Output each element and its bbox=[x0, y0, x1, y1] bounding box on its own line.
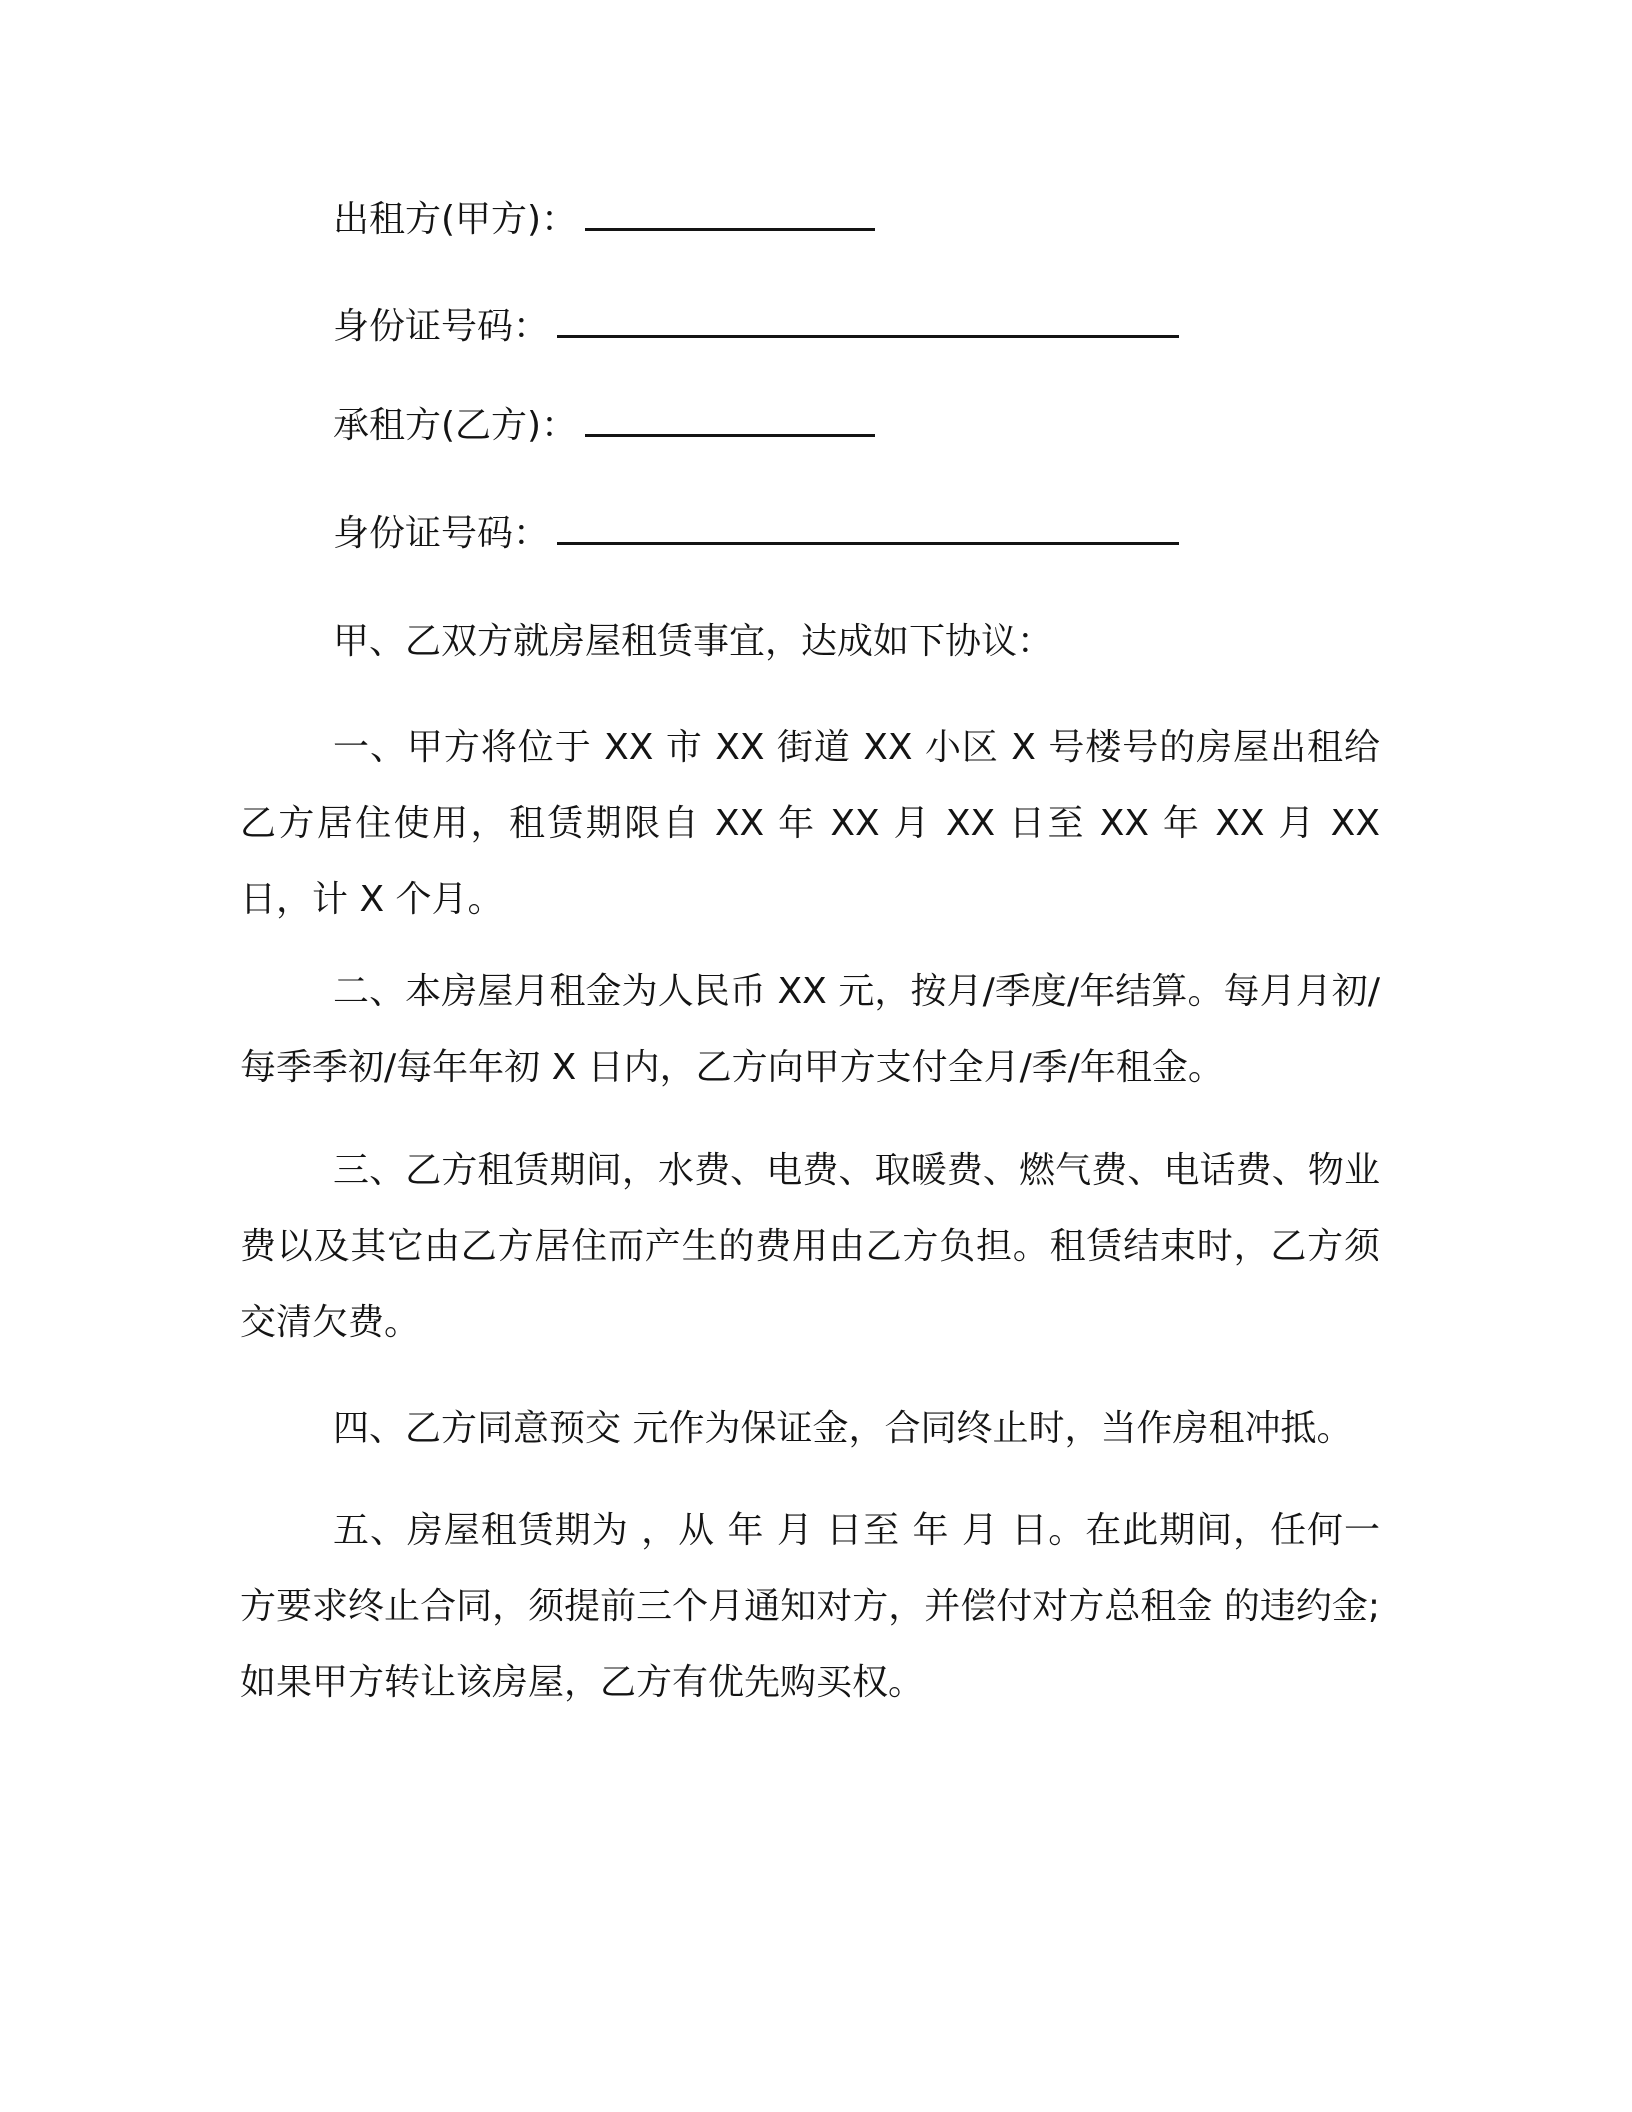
lessor-label: 出租方(甲方)： bbox=[333, 199, 578, 240]
lessee-label: 承租方(乙方)： bbox=[333, 405, 578, 446]
clause-3: 三、乙方租赁期间，水费、电费、取暖费、燃气费、电话费、物业费以及其它由乙方居住而产生的费用由乙方负担。租赁结束时，乙方须交清欠费。 bbox=[240, 1150, 1380, 1343]
lessee-field bbox=[333, 402, 875, 450]
clause-2: 二、本房屋月租金为人民币 XX 元，按月/季度/年结算。每月月初/每季季初/每年年初 X 日内，乙方向甲方支付全月/季/年租金。 bbox=[240, 971, 1380, 1088]
clause-5: 五、房屋租赁期为 ，从 年 月 日至 年 月 日。在此期间，任何一方要求终止合同，须提前三个月通知对方，并偿付对方总租金 的违约金;如果甲方转让该房屋，乙方有优先购买权。 bbox=[240, 1510, 1380, 1703]
lessor-blank-line bbox=[585, 198, 875, 231]
lessee-id-blank-line bbox=[557, 512, 1179, 545]
lessor-id-label: 身份证号码： bbox=[333, 306, 550, 347]
lessee-id-label: 身份证号码： bbox=[333, 513, 550, 554]
lessor-id-field bbox=[333, 303, 1179, 351]
lessee-blank-line bbox=[585, 404, 875, 437]
agreement-intro: 甲、乙双方就房屋租赁事宜，达成如下协议： bbox=[333, 621, 1054, 662]
clause-1: 一、甲方将位于 XX 市 XX 街道 XX 小区 X 号楼号的房屋出租给乙方居住使用，租赁期限自 XX 年 XX 月 XX 日至 XX 年 XX 月 XX 日，计 X 个月。 bbox=[240, 727, 1380, 920]
lessor-field bbox=[333, 196, 875, 244]
clause-4: 四、乙方同意预交 元作为保证金，合同终止时，当作房租冲抵。 bbox=[333, 1408, 1353, 1449]
lessee-id-field bbox=[333, 510, 1179, 558]
lessor-id-blank-line bbox=[557, 305, 1179, 338]
